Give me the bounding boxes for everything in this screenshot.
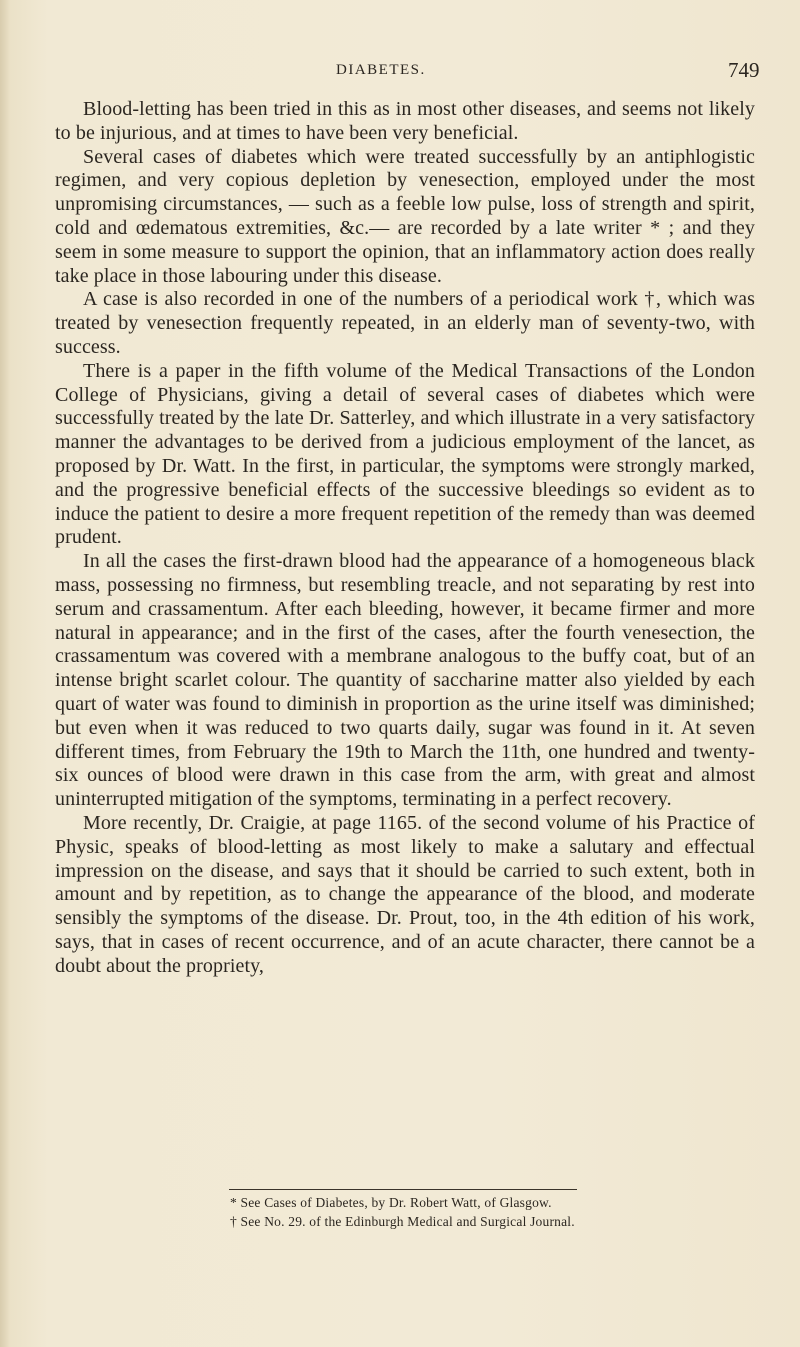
footnote: † See No. 29. of the Edinburgh Medical and Surgical Journal.: [230, 1214, 575, 1229]
paragraph: More recently, Dr. Craigie, at page 1165. of the second volume of his Practice of Physic, speaks of blood-letting as most likely to make a salutary and effectual impression on the disease, and says that it should be carried to such extent, both in amount and by repetition, as to change the appearance of the blood, and moderate sensibly the symptoms of the disease. Dr. Prout, too, in the 4th edition of his work, says, that in cases of recent occurrence, and of an acute character, there cannot be a doubt about the propriety,: [55, 811, 755, 977]
paragraph: A case is also recorded in one of the numbers of a periodical work †, which was treated by venesection frequently repeated, in an elderly man of seventy-two, with success.: [55, 288, 755, 358]
footnote: * See Cases of Diabetes, by Dr. Robert Watt, of Glasgow.: [230, 1195, 552, 1210]
running-head: DIABETES.: [336, 62, 426, 78]
paragraph: Several cases of diabetes which were treated successfully by an antiphlogistic regimen, and very copious depletion by venesection, employed under the most unpromising circumstances, — such as a feeble low pulse, loss of strength and spirit, cold and œdematous extremities, &c.— are recorded by a late writer * ; and they seem in some measure to support the opinion, that an inflammatory action does really take place in those labouring under this disease.: [55, 145, 755, 287]
paragraph: In all the cases the first-drawn blood had the appearance of a homogeneous black mass, possessing no firmness, but resembling treacle, and not separating by rest into serum and crassamentum. After each bleeding, however, it became firmer and more natural in appearance; and in the first of the cases, after the fourth venesection, the crassamentum was covered with a membrane analogous to the buffy coat, but of an intense bright scarlet colour. The quantity of saccharine matter also yielded by each quart of water was found to diminish in proportion as the urine itself was diminished; but even when it was reduced to two quarts daily, sugar was found in it. At seven different times, from February the 19th to March the 11th, one hundred and twenty-six ounces of blood were drawn in this case from the arm, with great and almost uninterrupted mitigation of the symptoms, terminating in a perfect recovery.: [55, 550, 755, 811]
paragraph: There is a paper in the fifth volume of the Medical Transactions of the London College of Physicians, giving a detail of several cases of diabetes which were successfully treated by the late Dr. Satterley, and which illustrate in a very satisfactory manner the advantages to be derived from a judicious employment of the lancet, as proposed by Dr. Watt. In the first, in particular, the symptoms were strongly marked, and the progressive beneficial effects of the successive bleedings so evident as to induce the patient to desire a more frequent repetition of the remedy than was deemed prudent.: [55, 359, 755, 549]
footnotes: [230, 1193, 760, 1231]
paragraph: Blood-letting has been tried in this as in most other diseases, and seems not likely to be injurious, and at times to have been very beneficial.: [55, 98, 755, 144]
body-text: [55, 98, 755, 978]
footnote-rule: [229, 1189, 577, 1190]
page-header: [0, 58, 800, 88]
page-number: 749: [728, 58, 760, 82]
page-edge-shadow: [0, 0, 10, 1347]
